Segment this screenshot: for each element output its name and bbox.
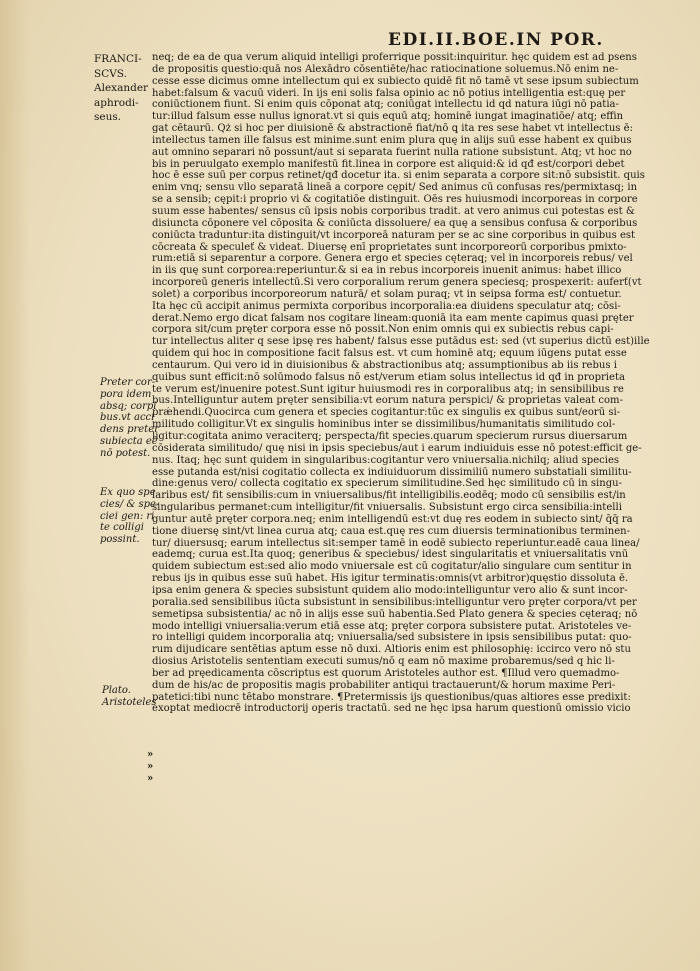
text-line: coniūctionem fiunt. Si enim quis cōponat atq; coniūgat intellectu id qd natura iūgi nō patia- xyxy=(152,99,619,111)
text-line: poralia.sed sensibilibus iūcta subsistunt in sensibilibus:intelliguntur vero pręter corpora/vt per xyxy=(152,596,637,608)
quote-mark: » xyxy=(147,749,154,760)
text-line: intellectus tamen ille falsus est minime.sunt enim plura quę in alijs suū esse habent ex quibus xyxy=(152,134,632,146)
margin-note-line: subiecta eē xyxy=(100,435,158,447)
margin-note-line: ciei gen: ri xyxy=(100,510,155,522)
margin-note-line: te colligi xyxy=(100,522,144,534)
text-line: solet) a corporibus incorporeorum naturā/ et solam puraq; vt in seipsa forma est/ contuetur. xyxy=(152,288,622,300)
quote-mark: » xyxy=(147,760,154,772)
quote-mark: » xyxy=(147,772,154,784)
text-line: dine:genus vero/ collecta cogitatio ex specierum similitudine.Sed hęc similitudo cū in singu- xyxy=(152,478,623,490)
margin-note-line: pora idem xyxy=(100,388,152,400)
text-line: quidem qui hoc in compositione facit falsus est. vt cum hominē atq; equum iūgens putat esse xyxy=(152,348,627,360)
text-line: militudo colligitur.Vt ex singulis hominibus inter se dissimilibus/humanitatis similitudo col- xyxy=(152,419,616,431)
text-line: gat cētaurū. Qż si hoc per diuisionē & abstractionē fiat/nō ꝗ ita res sese habet vt intellectus ē: xyxy=(152,123,633,135)
text-line: enim vnq; sensu vllo separatā lineā a corpore cępit/ Sed animus cū confusas res/permixtasq; in xyxy=(152,182,638,194)
author-note-line: SCVS. xyxy=(94,67,127,80)
text-line: corpora sit/cum pręter corpora esse nō possit.Non enim omnis qui ex subiectis rebus capi- xyxy=(152,324,614,336)
text-line: bis in peruulgato exemplo manifestū fit.linea in corpore est aliquid:& id qđ est/corpori debet xyxy=(152,158,625,170)
author-note-line: aphrodi- xyxy=(94,96,139,109)
text-line: se a sensib; cępit:i proprio vi & cogitatiōe distinguit. Oēs res huiusmodi incorporeas in corpore xyxy=(152,194,638,206)
margin-note-line: Preter cor- xyxy=(100,377,156,388)
text-line: tione diuersę sint/vt linea curua atq; caua est.quę res cum diuersis terminationibus terminen- xyxy=(152,525,631,537)
text-line: in iis quę sunt corporea:reperiuntur.& si ea in rebus incorporeis inuenit animus: habet illico xyxy=(152,265,622,277)
text-line: nus. Itaq; hęc sunt quidem in singularibus:cogitantur vero vniuersalia.nichilq; aliud species xyxy=(152,454,620,466)
text-line: ligitur:cogitata animo veraciterq; perspecta/fit species.quarum specierum rursus diuersarum xyxy=(152,431,628,442)
author-note-line: Alexander xyxy=(94,82,149,95)
text-line: cōsiderata similitudo/ quę nisi in ipsis speciebus/aut i earum indiuiduis esse nō potest:efficit ge- xyxy=(152,442,642,454)
text-line: semetipsa subsistentia/ ac nō in alijs esse suū habentia.Sed Plato genera & species cęteraq; nō xyxy=(152,608,638,620)
text-line: modo intelligi vniuersalia:verum etiā esse atq; pręter corpora subsistere putat. Aristoteles ve- xyxy=(152,620,632,632)
text-line: derat.Nemo ergo dicat falsam nos cogitare lineam:quoniā ita eam mente capimus quasi pręter xyxy=(152,312,634,324)
text-line: quibus sunt efficit:nō solūmodo falsus nō est/verum etiam solus intellectus id qđ in proprieta xyxy=(152,371,625,383)
margin-note-line: Aristoteles xyxy=(102,696,157,708)
text-line: cesse esse dicimus omne intellectum qui ex subiecto quidē fit nō tamē vt sese ipsum subiectum xyxy=(152,75,639,87)
margin-note-line: Plato. xyxy=(102,685,131,696)
text-line: centaurum. Qui vero id in diuisionibus & abstractionibus atq; assumptionibus ab iis rebus i xyxy=(152,359,617,371)
text-line: cōcreata & speculeť & videat. Diuersę enī proprietates sunt incorporeorū corporibus pmixto- xyxy=(152,241,627,253)
text-line: Ita hęc cū accipit animus permixta corporibus incorporalia:ea diuidens speculatur atq; cōsi- xyxy=(152,300,621,312)
margin-note-line: bus.vt acci xyxy=(100,412,155,424)
text-line: quidem subiectum est:sed alio modo vniuersale est cū cogitatur/alio singulare cum sentitur in xyxy=(152,561,632,573)
text-line: tur:illud falsum esse nullus ignorat.vt si quis equū atq; hominē iungat imaginatiōe/ atq; effin xyxy=(152,111,624,123)
text-line: singularibus permanet:cum intelligitur/fit vniuersalis. Subsistunt ergo circa sensibilia:intelli xyxy=(152,502,622,514)
text-line: ber ad pręedicamenta cōscriptus est quorum Aristoteles author est. ¶Illud vero quemadmo- xyxy=(152,667,620,679)
margin-note-line: cies/ & spe- xyxy=(100,498,160,510)
text-line: prǽhendi.Quocirca cum genera et species cogitantur:tūc ex singulis ex quibus sunt/eorū si- xyxy=(152,407,621,419)
text-line: esse putanda est/nisi cogitatio collecta ex indiuiduorum dissimiliū numero substatiali similitu- xyxy=(152,466,632,478)
text-line: tur/ diuersusq; earum intellectus sit:semper tamē in eodē subiecto reperiuntur.eadē caua linea/ xyxy=(152,537,640,549)
text-line: hoc ē esse suū per corpus retinet/qđ docetur ita. si enim separata a corpore sit:nō subsistit. quis xyxy=(152,170,645,182)
author-note-line: FRANCI- xyxy=(94,53,142,65)
text-line: suum esse habentes/ sensus cū ipsis nobis corporibus tradit. at vero animus cui potestas est & xyxy=(152,205,635,217)
author-note-line: seus. xyxy=(94,111,122,124)
text-line: neq; de ea de qua verum aliquid intelligi proferrique possit:inquiritur. hęc quidem est ad psens xyxy=(152,52,637,63)
text-line: aut omnino separari nō possunt/aut si separata fuerint nulla ratione subsistunt. Atq; vt hoc no xyxy=(152,146,632,158)
author-marginal-note xyxy=(94,52,154,125)
text-line: eademq; curua est.Ita quoq; generibus & speciebus/ idest singularitatis et vniuersalitatis vnū xyxy=(152,549,629,561)
margin-note-line: nō potest. xyxy=(100,447,151,459)
text-line: dum de his/ac de propositis magis probabiliter antiqui tractauerunt/& horum maxime Peri- xyxy=(152,679,616,691)
text-line: rum dijudicare sentētias aptum esse nō duxi. Altioris enim est philosophię: iccirco vero nō stu xyxy=(152,644,631,656)
text-line: de propositis questio:quā nos Alexādro cōsentiēte/hac ratiocinatione soluemus.Nō enim ne- xyxy=(152,63,619,75)
margin-note-line: possint. xyxy=(100,534,140,546)
text-line: incorporeū generis intellectū.Si vero corporalium rerum genera speciesq; prospexerit: auferť(vt xyxy=(152,277,642,289)
margin-note-line: absq; corpi xyxy=(100,400,157,412)
text-line: te verum est/inuenire potest.Sunt igitur huiusmodi res in corporalibus atq; in sensibilibus re xyxy=(152,383,624,395)
margin-note-line: dens preter xyxy=(100,424,159,436)
text-line: bus.Intelliguntur autem pręter sensibilia:vt eorum natura perspici/ & proprietas valeat com- xyxy=(152,395,623,407)
text-line: exoptat mediocrē introductorij operis tractatū. sed ne hęc ipsa harum questionū omissio vicio xyxy=(152,703,631,715)
running-header: EDI.II.BOE.IN POR. xyxy=(388,30,604,50)
text-line: diosius Aristotelis sententiam executi sumus/nō q eam nō maxime probaremus/sed q hic li- xyxy=(152,656,615,668)
text-line: ro intelligi quidem incorporalia atq; vniuersalia/sed subsistere in ipsis sensibilibus putat: quo- xyxy=(152,632,632,644)
main-text-column xyxy=(152,52,692,715)
text-line: habet:falsum & vacuū videri. In ijs eni solis falsa opinio ac nō potius intelligentia est:quę per xyxy=(152,87,626,99)
text-line: patetici:tibi nunc tētabo monstrare. ¶Pretermissis ijs questionibus/quas altiores esse predixit: xyxy=(152,691,631,703)
text-line: rebus ijs in quibus esse suū habet. His igitur terminatis:omnis(vt arbitror)quęstio dissoluta ē. xyxy=(152,573,629,585)
gutter-shadow xyxy=(0,0,30,971)
text-line: ipsa enim genera & species subsistunt quidem alio modo:intelliguntur vero alio & sunt incor- xyxy=(152,584,628,596)
margin-note-line: Ex quo spe xyxy=(100,487,156,498)
quotation-marks xyxy=(147,749,153,785)
text-line: tur intellectus aliter q sese ipsę res habent/ falsus esse putādus est: sed (vt superius dictū est)ille xyxy=(152,336,650,348)
text-line: rum:etiā si separentur a corpore. Genera ergo et species cęteraq; vel in incorporeis rebus/ vel xyxy=(152,253,633,265)
text-line: disiuncta cōponere vel cōposita & coniūcta dissoluere/ ea quę a sensibus confusa & corporibus xyxy=(152,217,638,229)
text-line: coniūcta traduntur:ita distinguit/vt incorporeā naturam per se ac sine corporibus in quibus est xyxy=(152,229,636,241)
text-line: guntur autē pręter corpora.neq; enim intelligendū est:vt duę res eodem in subiecto sint/ q̄q̄ ra xyxy=(152,513,633,525)
text-line: laribus est/ fit sensibilis:cum in vniuersalibus/fit intelligibilis.eodēq; modo cū sensibilis est/in xyxy=(152,490,626,502)
